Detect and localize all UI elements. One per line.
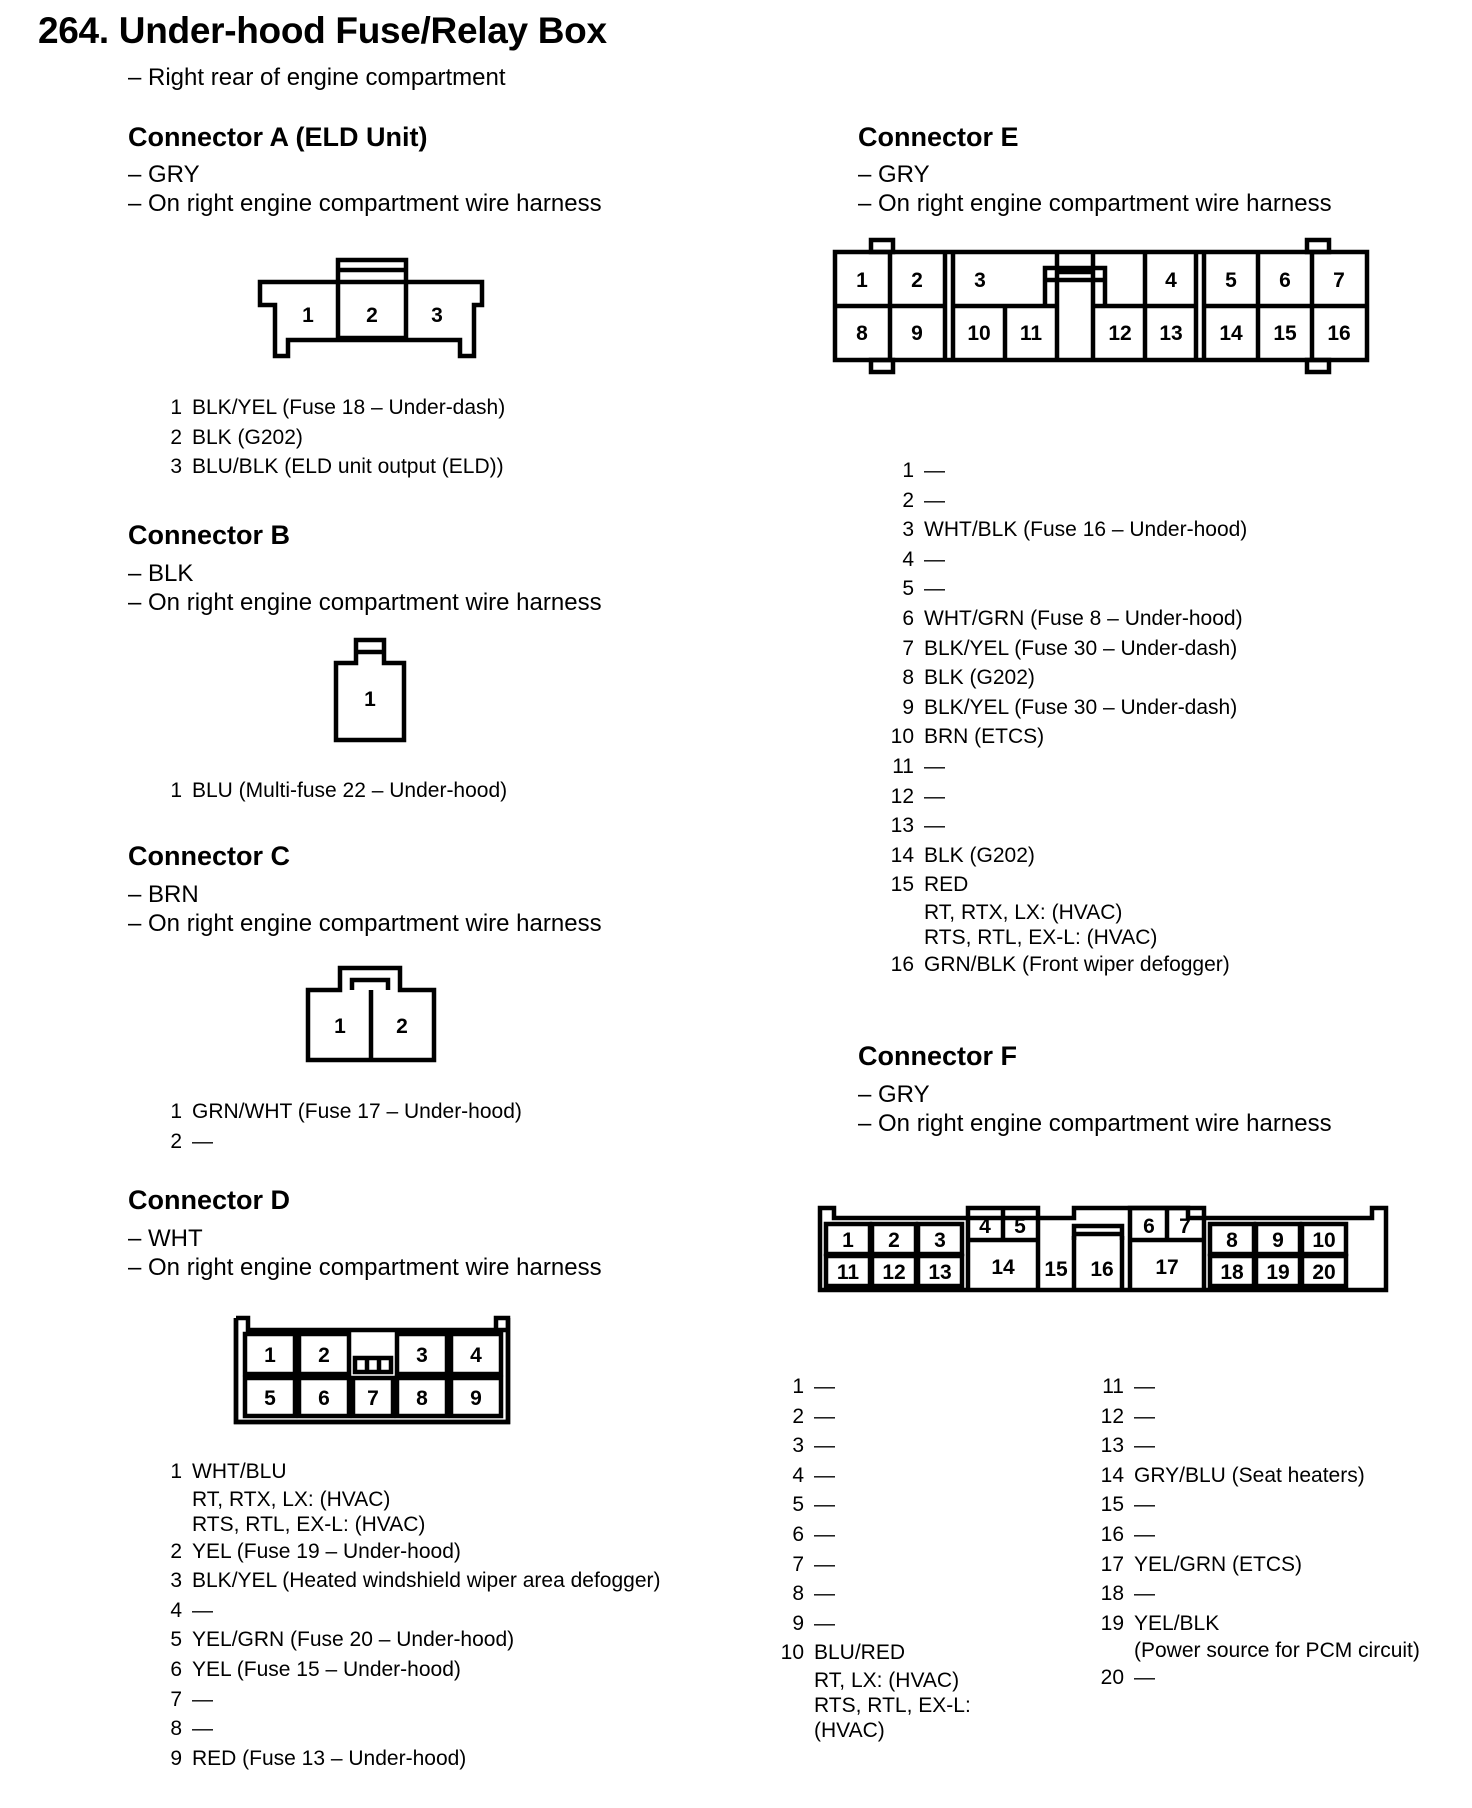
- list-item: 1 —: [792, 1375, 835, 1398]
- terminal-label: 18: [1220, 1261, 1244, 1284]
- list-item: 8 —: [792, 1582, 835, 1606]
- list-item: 7 —: [170, 1687, 213, 1711]
- terminal-label: 4: [470, 1344, 482, 1367]
- pin-subnote: (Power source for PCM circuit): [1134, 1639, 1420, 1663]
- list-item: 2 —: [792, 1404, 835, 1428]
- terminal-label: 14: [991, 1256, 1015, 1279]
- list-item: 20 —: [1100, 1666, 1155, 1690]
- list-item: 6 WHT/GRN (Fuse 8 – Under-hood): [902, 606, 1243, 630]
- terminal-label: 9: [911, 322, 923, 345]
- connector-a-location: – On right engine compartment wire harness: [128, 190, 602, 217]
- list-item: 7 BLK/YEL (Fuse 30 – Under-dash): [902, 636, 1238, 660]
- connector-f-diagram: [812, 1196, 1392, 1296]
- terminal-label: 7: [1333, 269, 1345, 292]
- connector-e-color: – GRY: [858, 161, 930, 188]
- connector-b-location: – On right engine compartment wire harness: [128, 589, 602, 616]
- terminal-label: 10: [967, 322, 991, 345]
- terminal-label: 2: [911, 269, 923, 292]
- list-item: 9 BLK/YEL (Fuse 30 – Under-dash): [902, 695, 1238, 719]
- connector-d-diagram: [228, 1310, 518, 1430]
- connector-e-pin-list: [880, 456, 1247, 980]
- connector-d-pin-list: [148, 1457, 661, 1773]
- terminal-label: 11: [1019, 322, 1043, 345]
- terminal-label: 11: [836, 1261, 860, 1284]
- list-item: 5 —: [792, 1493, 835, 1517]
- connector-b-title: Connector B: [128, 520, 290, 550]
- terminal-label: 12: [1108, 322, 1132, 345]
- list-item: 3 —: [792, 1434, 835, 1458]
- terminal-label: 1: [302, 304, 314, 327]
- connector-f-location: – On right engine compartment wire harness: [858, 1110, 1332, 1137]
- list-item: 13 —: [1100, 1434, 1155, 1458]
- list-item: 6 —: [792, 1522, 835, 1546]
- connector-a-pin-list: [148, 393, 505, 482]
- terminal-label: 14: [1219, 322, 1243, 345]
- list-item: 4 —: [170, 1598, 213, 1622]
- terminal-label: 2: [396, 1015, 408, 1038]
- list-item: 10 BLU/RED: [780, 1641, 906, 1665]
- pin-subnote: RTS, RTL, EX-L: (HVAC): [192, 1512, 426, 1536]
- connector-e-diagram: [825, 232, 1370, 382]
- terminal-label: 16: [1090, 1258, 1114, 1281]
- terminal-label: 6: [1143, 1215, 1155, 1238]
- list-item: 12 —: [890, 784, 945, 808]
- terminal-label: 2: [318, 1344, 330, 1367]
- terminal-label: 9: [470, 1387, 482, 1410]
- list-item: 10 BRN (ETCS): [890, 725, 1045, 749]
- list-item: 14 GRY/BLU (Seat heaters): [1100, 1463, 1365, 1487]
- list-item: 19 YEL/BLK: [1100, 1611, 1220, 1635]
- list-item: 4 —: [902, 547, 945, 571]
- connector-a-title: Connector A (ELD Unit): [128, 122, 428, 152]
- terminal-label: 13: [928, 1261, 952, 1284]
- terminal-label: 1: [364, 688, 376, 711]
- list-item: 7 —: [792, 1552, 835, 1576]
- connector-b-diagram: [325, 628, 415, 746]
- list-item: 2 —: [902, 488, 945, 512]
- list-item: 3 BLK/YEL (Heated windshield wiper area defogger): [170, 1569, 661, 1593]
- terminal-label: 2: [366, 304, 378, 327]
- terminal-label: 5: [1225, 269, 1237, 292]
- list-item: 15 —: [1100, 1493, 1155, 1517]
- terminal-label: 6: [318, 1387, 330, 1410]
- connector-f-pin-list-right: [1090, 1372, 1420, 1693]
- pin-subnote: RT, RTX, LX: (HVAC): [924, 900, 1123, 924]
- terminal-label: 3: [431, 304, 443, 327]
- terminal-label: 1: [334, 1015, 346, 1038]
- list-item: 15 RED: [890, 873, 969, 897]
- list-item: 2 BLK (G202): [170, 425, 303, 449]
- terminal-label: 19: [1266, 1261, 1290, 1284]
- terminal-label: 17: [1155, 1256, 1179, 1279]
- connector-a-diagram: [250, 250, 490, 365]
- terminal-label: 1: [856, 269, 868, 292]
- page-subtitle: – Right rear of engine compartment: [128, 64, 506, 91]
- terminal-label: 15: [1044, 1258, 1068, 1281]
- list-item: 2 YEL (Fuse 19 – Under-hood): [170, 1539, 461, 1563]
- list-item: 1 GRN/WHT (Fuse 17 – Under-hood): [170, 1100, 522, 1123]
- list-item: 6 YEL (Fuse 15 – Under-hood): [170, 1657, 461, 1681]
- connector-a-color: – GRY: [128, 161, 200, 188]
- pin-subnote: RTS, RTL, EX-L:: [814, 1693, 971, 1717]
- list-item: 1 —: [902, 459, 945, 482]
- connector-f-pin-list-left: [770, 1372, 971, 1743]
- terminal-label: 1: [842, 1229, 854, 1252]
- terminal-label: 12: [882, 1261, 906, 1284]
- connector-c-color: – BRN: [128, 881, 199, 908]
- terminal-label: 6: [1279, 269, 1291, 292]
- list-item: 9 RED (Fuse 13 – Under-hood): [170, 1746, 467, 1770]
- list-item: 5 YEL/GRN (Fuse 20 – Under-hood): [170, 1628, 515, 1652]
- terminal-label: 7: [1179, 1215, 1191, 1238]
- terminal-label: 5: [264, 1387, 276, 1410]
- terminal-label: 5: [1014, 1215, 1026, 1238]
- terminal-label: 8: [856, 322, 868, 345]
- list-item: 18 —: [1100, 1582, 1155, 1606]
- connector-d-location: – On right engine compartment wire harness: [128, 1254, 602, 1281]
- pin-subnote: RT, RTX, LX: (HVAC): [192, 1487, 391, 1511]
- list-item: 3 WHT/BLK (Fuse 16 – Under-hood): [902, 518, 1248, 542]
- connector-d-title: Connector D: [128, 1185, 290, 1215]
- connector-c-location: – On right engine compartment wire harness: [128, 910, 602, 937]
- connector-c-pin-list: [148, 1097, 522, 1156]
- terminal-label: 8: [1226, 1229, 1238, 1252]
- list-item: 9 —: [792, 1611, 835, 1635]
- list-item: 1 BLU (Multi-fuse 22 – Under-hood): [170, 779, 508, 802]
- pin-subnote: RT, LX: (HVAC): [814, 1668, 960, 1692]
- connector-c-title: Connector C: [128, 841, 290, 871]
- terminal-label: 4: [979, 1215, 991, 1238]
- connector-d-color: – WHT: [128, 1225, 203, 1252]
- list-item: 11 —: [1102, 1375, 1155, 1398]
- list-item: 16 GRN/BLK (Front wiper defogger): [890, 952, 1230, 976]
- list-item: 2 —: [170, 1129, 213, 1153]
- list-item: 14 BLK (G202): [890, 843, 1035, 867]
- connector-f-color: – GRY: [858, 1081, 930, 1108]
- terminal-label: 8: [416, 1387, 428, 1410]
- terminal-label: 13: [1159, 322, 1183, 345]
- list-item: 4 —: [792, 1463, 835, 1487]
- terminal-label: 1: [264, 1344, 276, 1367]
- connector-e-location: – On right engine compartment wire harness: [858, 190, 1332, 217]
- connector-b-color: – BLK: [128, 560, 194, 587]
- terminal-label: 2: [888, 1229, 900, 1252]
- list-item: 11 —: [892, 754, 945, 778]
- pin-subnote: (HVAC): [814, 1718, 885, 1742]
- terminal-label: 20: [1312, 1261, 1336, 1284]
- terminal-label: 3: [416, 1344, 428, 1367]
- page-title: 264. Under-hood Fuse/Relay Box: [38, 10, 607, 51]
- list-item: 16 —: [1100, 1522, 1155, 1546]
- terminal-label: 4: [1165, 269, 1177, 292]
- list-item: 12 —: [1100, 1404, 1155, 1428]
- list-item: 1 WHT/BLU: [170, 1460, 287, 1483]
- terminal-label: 10: [1312, 1229, 1336, 1252]
- connector-c-diagram: [300, 960, 445, 1068]
- list-item: 1 BLK/YEL (Fuse 18 – Under-dash): [170, 396, 506, 419]
- list-item: 5 —: [902, 577, 945, 601]
- list-item: 8 —: [170, 1717, 213, 1741]
- list-item: 13 —: [890, 814, 945, 838]
- terminal-label: 9: [1272, 1229, 1284, 1252]
- connector-b-pin-list: [148, 776, 507, 806]
- connector-e-title: Connector E: [858, 122, 1019, 152]
- list-item: 3 BLU/BLK (ELD unit output (ELD)): [170, 455, 504, 479]
- terminal-label: 3: [934, 1229, 946, 1252]
- list-item: 17 YEL/GRN (ETCS): [1100, 1552, 1303, 1576]
- connector-f-title: Connector F: [858, 1041, 1017, 1071]
- pin-subnote: RTS, RTL, EX-L: (HVAC): [924, 925, 1158, 949]
- terminal-label: 3: [974, 269, 986, 292]
- terminal-label: 7: [367, 1387, 379, 1410]
- terminal-label: 16: [1327, 322, 1351, 345]
- list-item: 8 BLK (G202): [902, 666, 1035, 690]
- terminal-label: 15: [1273, 322, 1297, 345]
